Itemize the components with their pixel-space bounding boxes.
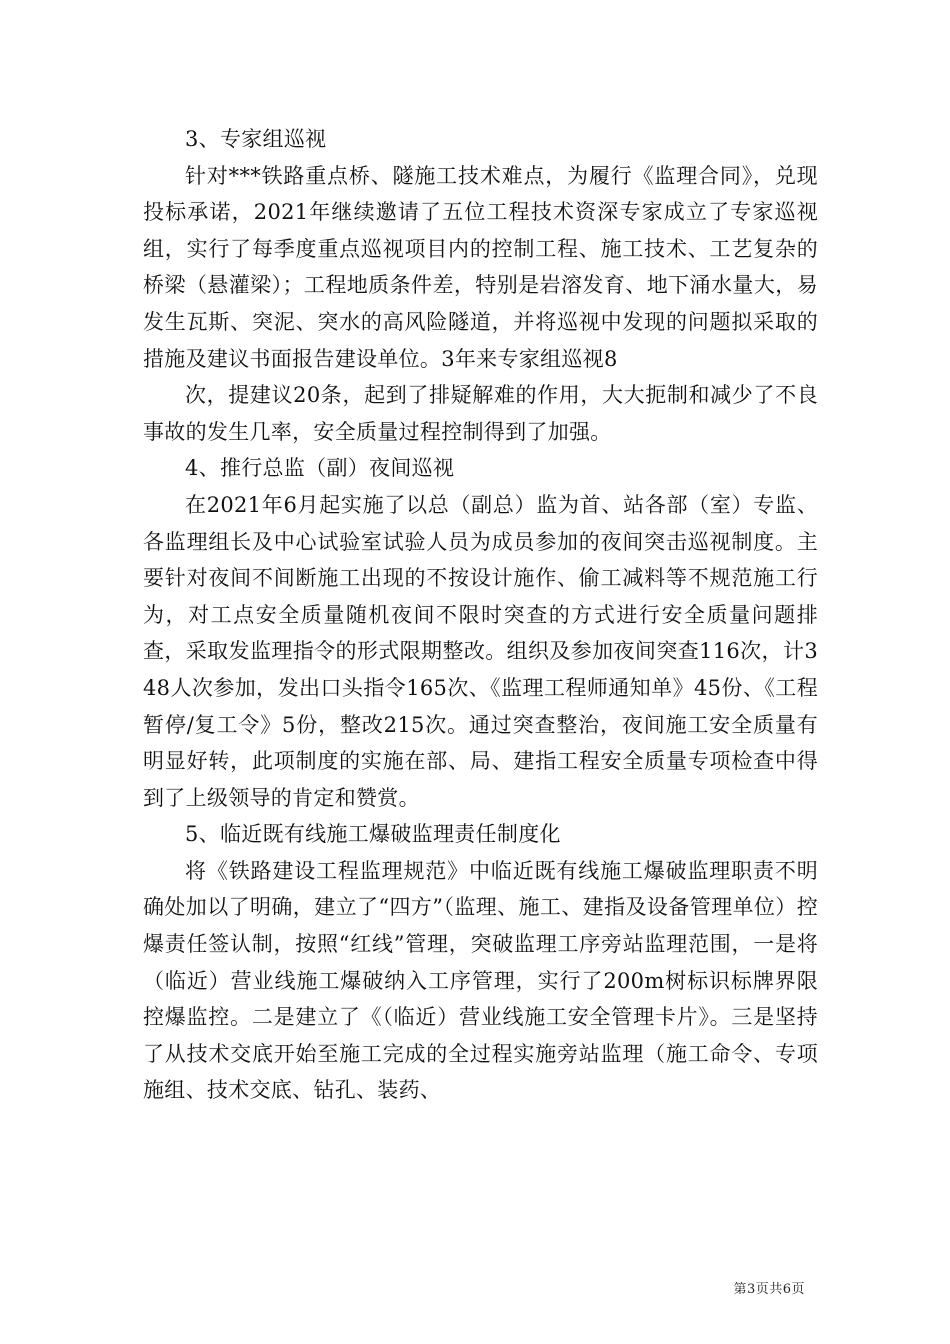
page-number: 第3页共6页: [733, 1282, 805, 1297]
section-heading: 5、临近既有线施工爆破监理责任制度化: [185, 822, 561, 847]
paragraph: 针对***铁路重点桥、隧施工技术难点，为履行《监理合同》，兑现投标承诺，2021年继续邀请了五位工程技术资深专家成立了专家巡视组，实行了每季度重点巡视项目内的控制工程、施工技术、工艺复杂的桥梁（悬灌梁）；工程地质条件差，特别是岩溶发育、地下涌水量大，易发生瓦斯、突泥、突水的高风险隧道，并将巡视中发现的问题拟采取的措施及建议书面报告建设单位。3年来专家组巡视8: [143, 163, 818, 371]
section-night-inspection: [143, 450, 818, 816]
section-heading: 4、推行总监（副）夜间巡视: [185, 456, 455, 481]
paragraph: 次，提建议20条，起到了排疑解难的作用，大大扼制和减少了不良事故的发生几率，安全质量过程控制得到了加强。: [143, 383, 818, 444]
section-blasting-responsibility: [143, 816, 818, 1109]
document-body: [143, 121, 818, 1109]
paragraph: 在2021年6月起实施了以总（副总）监为首、站各部（室）专监、各监理组长及中心试验室试验人员为成员参加的夜间突击巡视制度。主要针对夜间不间断施工出现的不按设计施作、偷工减料等不规范施工行为，对工点安全质量随机夜间不限时突查的方式进行安全质量问题排查，采取发监理指令的形式限期整改。组织及参加夜间突查116次，计348人次参加，发出口头指令165次、《监理工程师通知单》45份、《工程暂停/复工令》5份，整改215次。通过突查整治，夜间施工安全质量有明显好转，此项制度的实施在部、局、建指工程安全质量专项检查中得到了上级领导的肯定和赞赏。: [143, 492, 818, 810]
section-expert-inspection: [143, 121, 818, 450]
section-heading: 3、专家组巡视: [185, 127, 327, 151]
paragraph: 将《铁路建设工程监理规范》中临近既有线施工爆破监理职责不明确处加以了明确，建立了“四方”（监理、施工、建指及设备管理单位）控爆责任签认制，按照“红线”管理，突破监理工序旁站监理范围，一是将（临近）营业线施工爆破纳入工序管理，实行了200m树标识标牌界限控爆监控。二是建立了《（临近）营业线施工安全管理卡片》。三是坚持了从技术交底开始至施工完成的全过程实施旁站监理（施工命令、专项施组、技术交底、钻孔、装药、: [143, 858, 818, 1103]
